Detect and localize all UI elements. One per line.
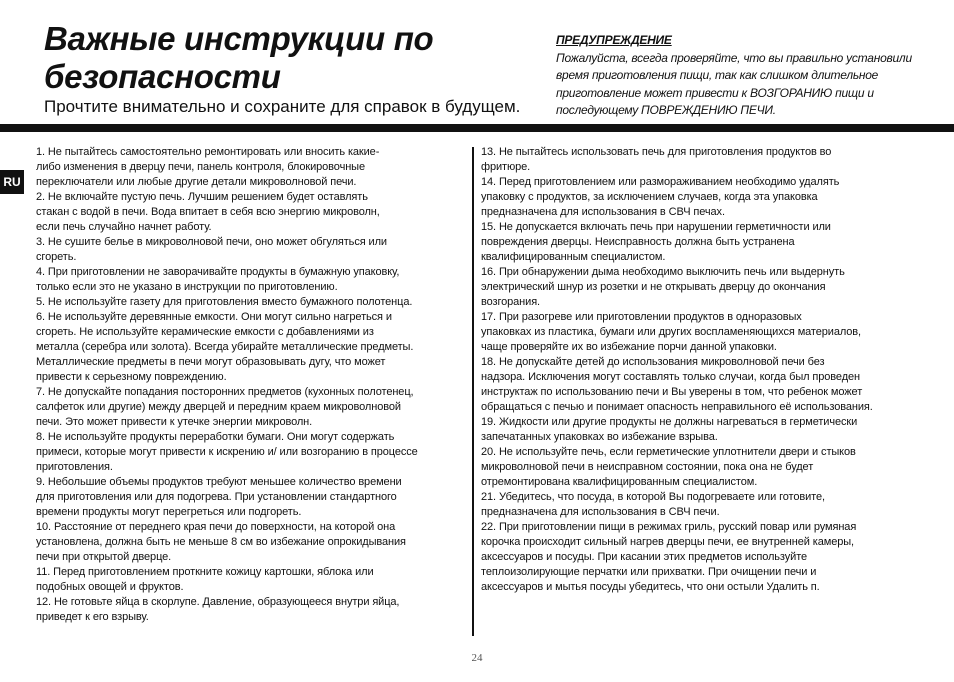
text-line: 22. При приготовлении пищи в режимах гриль, русский повар или румяная <box>481 521 857 533</box>
right-column <box>481 145 941 595</box>
text-line: 8. Не используйте продукты переработки бумаги. Они могут содержать <box>36 431 395 443</box>
text-line: печи. Это может привести к утечке энергии микроволн. <box>36 416 313 428</box>
text-line: возгорания. <box>481 296 541 308</box>
text-line: запечатанных упаковках во избежание взрыва. <box>481 431 718 443</box>
text-line: 11. Перед приготовлением проткните кожицу картошки, яблока или <box>36 566 374 578</box>
warning-line: последующему ПОВРЕЖДЕНИЮ ПЕЧИ. <box>556 103 776 118</box>
text-line: 16. При обнаружении дыма необходимо выключить печь или выдернуть <box>481 266 845 278</box>
text-line: квалифицированным специалистом. <box>481 251 666 263</box>
text-line: привести к серьезному повреждению. <box>36 371 227 383</box>
text-line: 13. Не пытайтесь использовать печь для приготовления продуктов во <box>481 146 832 158</box>
text-line: 20. Не используйте печь, если герметические уплотнители двери и стыков <box>481 446 856 458</box>
text-line: переключатели или любые другие детали микроволновой печи. <box>36 176 357 188</box>
text-line: установлена, должна быть не меньше 8 см во избежание опрокидывания <box>36 536 406 548</box>
text-line: либо изменения в дверцу печи, панель контроля, блокировочные <box>36 161 365 173</box>
text-line: 3. Не сушите белье в микроволновой печи, оно может обгуляться или <box>36 236 387 248</box>
text-line: печи при открытой дверце. <box>36 551 172 563</box>
text-line: отремонтирована квалифицированным специалистом. <box>481 476 758 488</box>
column-divider <box>472 147 474 636</box>
page-title-line-1: Важные инструкции по <box>44 20 434 57</box>
text-line: подобных овощей и фруктов. <box>36 581 184 593</box>
text-line: примеси, которые могут привести к искрению и/ или возгоранию в процессе <box>36 446 418 458</box>
text-line: 7. Не допускайте попадания посторонних предметов (кухонных полотенец, <box>36 386 414 398</box>
text-line: 9. Небольшие объемы продуктов требуют меньшее количество времени <box>36 476 402 488</box>
text-line: упаковку с продуктов, за исключением случаев, когда эта упаковка <box>481 191 818 203</box>
text-line: электрический шнур из розетки и не открывать дверцу до окончания <box>481 281 826 293</box>
text-line: микроволновой печи в неисправном состоянии, пока она не будет <box>481 461 814 473</box>
left-column <box>36 145 468 625</box>
language-tab: RU <box>0 170 24 194</box>
text-line: времени продукты могут перегреться или подгореть. <box>36 506 302 518</box>
text-line: только если это не указано в инструкции по приготовлению. <box>36 281 338 293</box>
warning-title: ПРЕДУПРЕЖДЕНИЕ <box>556 33 672 47</box>
text-line: 12. Не готовьте яйца в скорлупе. Давление, образующееся внутри яйца, <box>36 596 400 608</box>
header-rule <box>0 124 954 132</box>
text-line: салфеток или другие) между дверцей и передним краем микроволновой <box>36 401 401 413</box>
text-line: 4. При приготовлении не заворачивайте продукты в бумажную упаковку, <box>36 266 400 278</box>
text-line: 19. Жидкости или другие продукты не должны нагреваться в герметически <box>481 416 858 428</box>
text-line: фритюре. <box>481 161 531 173</box>
page-number: 24 <box>471 652 483 664</box>
text-line: инструктаж по использованию печи и Вы уверены в том, что ребенок может <box>481 386 863 398</box>
text-line: теплоизолирующие перчатки или прихватки. При очищении печи и <box>481 566 817 578</box>
text-line: Металлические предметы в печи могут образовывать дугу, что может <box>36 356 386 368</box>
text-line: сгореть. <box>36 251 77 263</box>
text-line: чаще проверяйте их во избежание порчи данной упаковки. <box>481 341 777 353</box>
text-line: стакан с водой в печи. Вода впитает в себя всю энергию микроволн, <box>36 206 380 218</box>
text-line: приготовления. <box>36 461 113 473</box>
text-line: сгореть. Не используйте керамические емкости с добавлениями из <box>36 326 374 338</box>
page-subtitle: Прочтите внимательно и сохраните для справок в будущем. <box>44 97 521 116</box>
warning-line: время приготовления пищи, так как слишком длительное <box>556 68 879 83</box>
text-line: корочка происходит сильный нагрев дверцы печи, ее внутренней камеры, <box>481 536 854 548</box>
text-line: обращаться с печью и понимает опасность неправильного её использования. <box>481 401 873 413</box>
text-line: надзора. Исключения могут составлять только случаи, когда был проведен <box>481 371 861 383</box>
text-line: 15. Не допускается включать печь при нарушении герметичности или <box>481 221 831 233</box>
warning-box <box>556 32 926 120</box>
text-line: 17. При разогреве или приготовлении продуктов в одноразовых <box>481 311 802 323</box>
text-line: предназначена для использования в СВЧ печах. <box>481 206 725 218</box>
text-line: 10. Расстояние от переднего края печи до поверхности, на которой она <box>36 521 396 533</box>
text-line: аксессуаров и посуды. При касании этих предметов используйте <box>481 551 808 563</box>
text-line: для приготовления или для подогрева. При установлении стандартного <box>36 491 397 503</box>
page-title-line-2: безопасности <box>44 58 281 95</box>
text-line: 14. Перед приготовлением или размораживанием необходимо удалять <box>481 176 840 188</box>
text-line: 21. Убедитесь, что посуда, в которой Вы подогреваете или готовите, <box>481 491 825 503</box>
warning-line: Пожалуйста, всегда проверяйте, что вы правильно установили <box>556 50 912 65</box>
text-line: 18. Не допускайте детей до использования микроволновой печи без <box>481 356 825 368</box>
text-line: 5. Не используйте газету для приготовления вместо бумажного полотенца. <box>36 296 413 308</box>
warning-line: приготовление может привести к ВОЗГОРАНИЮ пищи и <box>556 85 874 100</box>
text-line: предназначена для использования в СВЧ печи. <box>481 506 720 518</box>
text-line: 2. Не включайте пустую печь. Лучшим решением будет оставлять <box>36 191 368 203</box>
text-line: повреждения дверцы. Неисправность должна быть устранена <box>481 236 795 248</box>
text-line: аксессуаров и мытья посуды убедитесь, что они остыли Удалить п. <box>481 581 820 593</box>
text-line: упаковках из пластика, бумаги или других воспламеняющихся материалов, <box>481 326 862 338</box>
text-line: металла (серебра или золота). Всегда убирайте металлические предметы. <box>36 341 414 353</box>
text-line: приведет к его взрыву. <box>36 611 149 623</box>
text-line: 1. Не пытайтесь самостоятельно ремонтировать или вносить какие- <box>36 146 380 158</box>
page-title <box>44 20 433 96</box>
text-line: если печь случайно начнет работу. <box>36 221 212 233</box>
text-line: 6. Не используйте деревянные емкости. Они могут сильно нагреться и <box>36 311 392 323</box>
